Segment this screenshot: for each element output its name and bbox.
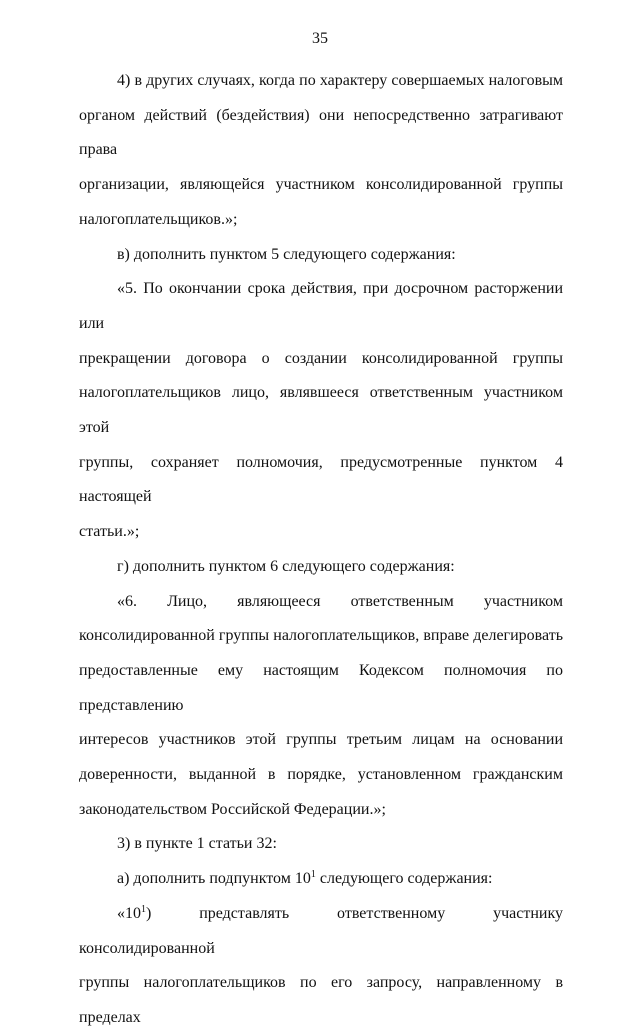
paragraph-item-4 — [79, 64, 563, 238]
text-line: органом действий (бездействия) они непосредственно затрагивают права — [79, 106, 563, 159]
paragraph-article-32: 3) в пункте 1 статьи 32: — [117, 835, 277, 853]
superscript: 1 — [141, 903, 146, 915]
text-line: «6. Лицо, являющееся ответственным участником — [117, 592, 563, 610]
document-body — [79, 64, 563, 1036]
paragraph-amendment-g: г) дополнить пунктом 6 следующего содержания: — [117, 557, 455, 575]
text-line — [79, 897, 563, 966]
text-line: доверенности, выданной в порядке, установленном гражданским — [79, 766, 563, 784]
paragraph-point-5 — [79, 272, 563, 550]
paragraph-subpoint-10-1 — [79, 897, 563, 1036]
text-line: группы, сохраняет полномочия, предусмотренные пунктом 4 настоящей — [79, 453, 563, 506]
text-line: налогоплательщиков лицо, являвшееся ответственным участником этой — [79, 384, 563, 437]
text-line: 4) в других случаях, когда по характеру совершаемых налоговым — [117, 72, 563, 89]
text-fragment: а) дополнить подпунктом 10 — [117, 870, 311, 888]
text-line: предоставленные ему настоящим Кодексом полномочия по представлению — [79, 661, 563, 714]
text-line: консолидированной группы налогоплательщиков, вправе делегировать — [79, 627, 563, 645]
paragraph-amendment-v: в) дополнить пунктом 5 следующего содержания: — [117, 245, 456, 263]
text-line: законодательством Российской Федерации.»; — [79, 800, 386, 818]
paragraph-amendment-a — [79, 862, 563, 897]
text-line: прекращении договора о создании консолидированной группы — [79, 349, 563, 367]
text-fragment: «10 — [117, 904, 141, 922]
text-line: группы налогоплательщиков по его запросу, направленному в пределах — [79, 974, 563, 1026]
text-fragment: следующего содержания: — [315, 870, 493, 888]
text-line: «5. По окончании срока действия, при досрочном расторжении или — [79, 280, 563, 332]
paragraph-point-6 — [79, 585, 563, 828]
page-number: 35 — [312, 30, 328, 47]
text-line: налогоплательщиков.»; — [79, 210, 238, 228]
text-line: интересов участников этой группы третьим лицам на основании — [79, 731, 563, 749]
text-fragment: ) представлять ответственному участнику консолидированной — [79, 904, 563, 957]
superscript: 1 — [310, 869, 316, 881]
text-line: статьи.»; — [79, 523, 140, 541]
text-line: организации, являющейся участником консолидированной группы — [79, 176, 563, 194]
